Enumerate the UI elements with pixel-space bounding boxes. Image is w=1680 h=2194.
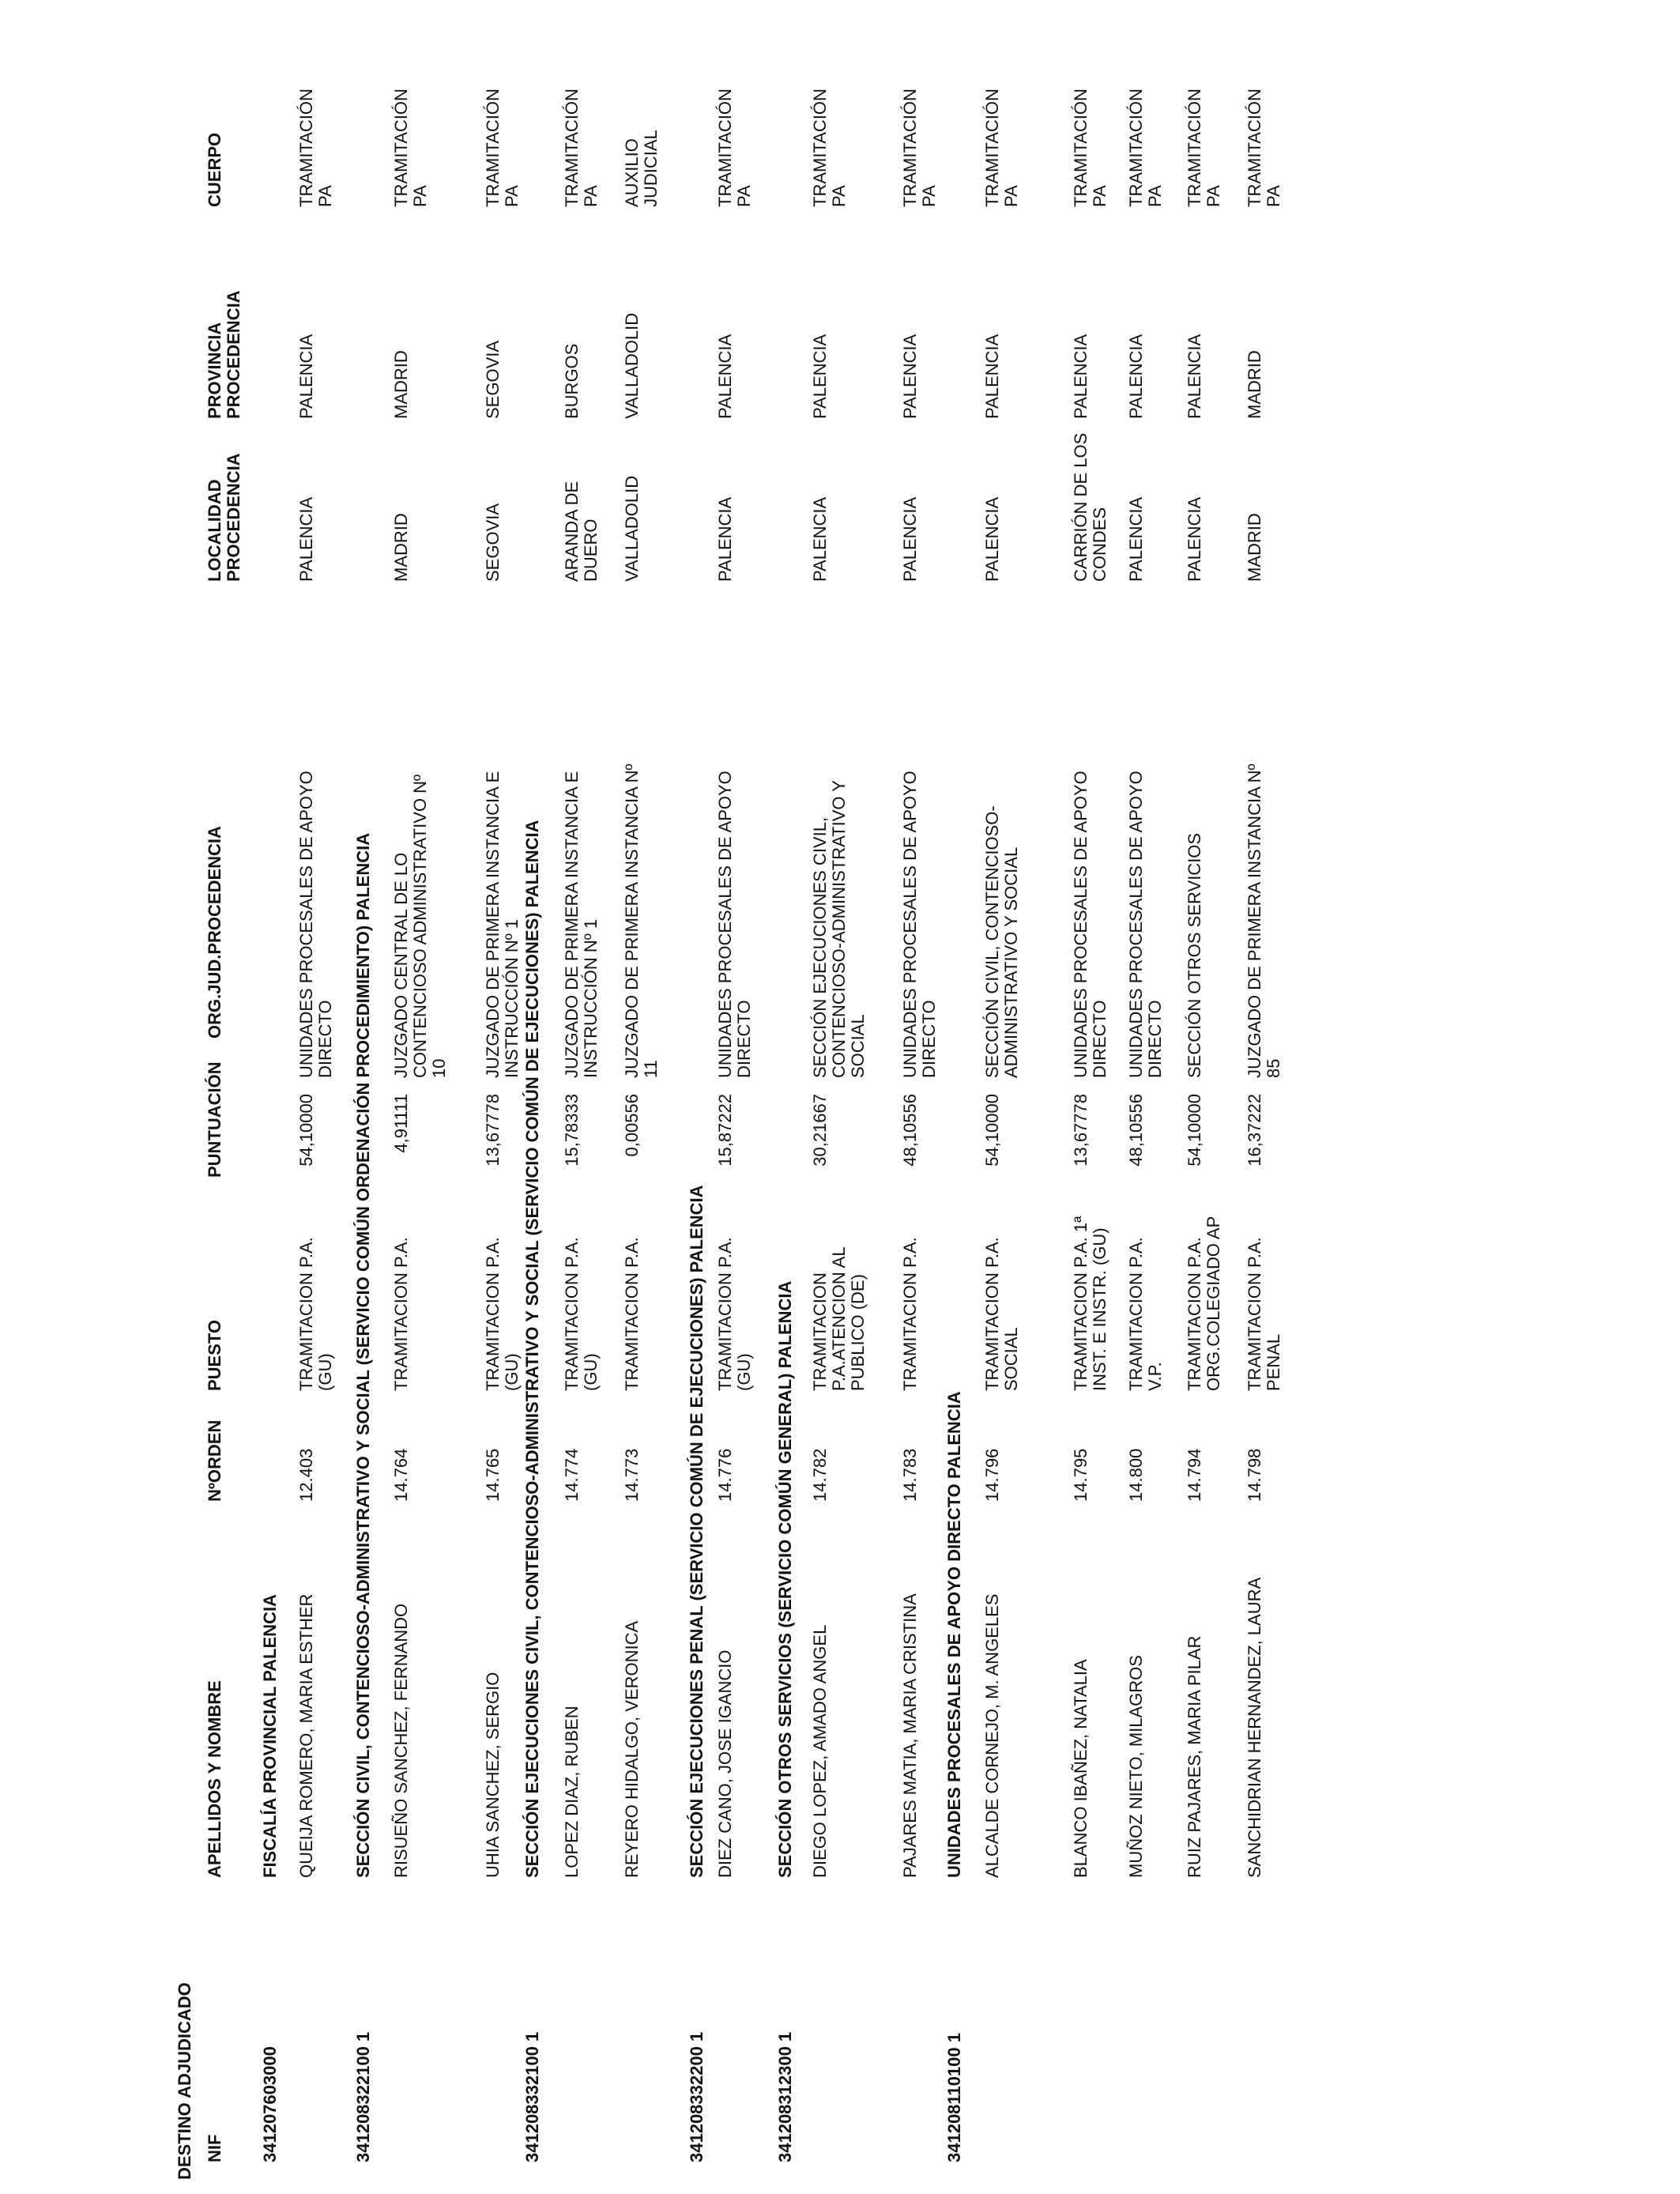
cell-org-jud-procedencia: UNIDADES PROCESALES DE APOYO DIRECTO — [1126, 771, 1165, 1078]
cell-org-jud-procedencia: UNIDADES PROCESALES DE APOYO DIRECTO — [715, 771, 754, 1078]
cell-org-jud-procedencia: SECCIÓN CIVIL, CONTENCIOSO-ADMINISTRATIVO Y SOCIAL — [982, 805, 1021, 1078]
cell-provincia-procedencia: PALENCIA — [715, 334, 735, 419]
header-numero-orden: NºORDEN — [205, 1419, 224, 1502]
group-destination-title: FISCALÍA PROVINCIAL PALENCIA — [260, 1594, 280, 1878]
group-nif-code: 341208332100 1 — [522, 2031, 542, 2162]
cell-provincia-procedencia: MADRID — [391, 350, 411, 419]
cell-numero-orden: 14.774 — [562, 1448, 582, 1502]
cell-localidad-procedencia: PALENCIA — [296, 496, 316, 582]
cell-org-jud-procedencia: SECCIÓN EJECUCIONES CIVIL, CONTENCIOSO-ADMINISTRATIVO Y SOCIAL — [810, 780, 868, 1078]
cell-org-jud-procedencia: UNIDADES PROCESALES DE APOYO DIRECTO — [1071, 771, 1109, 1078]
header-localidad-procedencia: LOCALIDAD PROCEDENCIA — [205, 453, 243, 582]
cell-apellidos-nombre: LOPEZ DIAZ, RUBEN — [562, 1706, 582, 1878]
cell-localidad-procedencia: PALENCIA — [900, 496, 920, 582]
cell-puesto: TRAMITACION P.A. — [622, 1237, 642, 1391]
document-title: DESTINO ADJUDICADO — [175, 1982, 194, 2180]
cell-numero-orden: 14.795 — [1071, 1448, 1090, 1502]
cell-provincia-procedencia: BURGOS — [562, 343, 582, 419]
cell-provincia-procedencia: SEGOVIA — [483, 340, 503, 419]
group-destination-title: SECCIÓN EJECUCIONES CIVIL, CONTENCIOSO-ADMINISTRATIVO Y SOCIAL (SERVICIO COMÚN DE EJECUCIONES) PALENCIA — [522, 820, 542, 1878]
cell-puesto: TRAMITACION P.A. (GU) — [715, 1237, 754, 1391]
header-org-jud-procedencia: ORG.JUD.PROCEDENCIA — [205, 826, 224, 1039]
header-provincia-procedencia: PROVINCIA PROCEDENCIA — [205, 290, 243, 419]
cell-provincia-procedencia: PALENCIA — [1071, 334, 1090, 419]
cell-apellidos-nombre: BLANCO IBAÑEZ, NATALIA — [1071, 1659, 1090, 1878]
cell-cuerpo: TRAMITACIÓN PA — [391, 89, 430, 207]
cell-apellidos-nombre: SANCHIDRIAN HERNANDEZ, LAURA — [1245, 1577, 1264, 1878]
cell-numero-orden: 14.798 — [1245, 1448, 1264, 1502]
cell-org-jud-procedencia: JUZGADO CENTRAL DE LO CONTENCIOSO ADMINISTRATIVO Nº 10 — [391, 774, 449, 1078]
cell-provincia-procedencia: PALENCIA — [296, 334, 316, 419]
cell-localidad-procedencia: ARANDA DE DUERO — [562, 481, 601, 582]
cell-apellidos-nombre: UHIA SANCHEZ, SERGIO — [483, 1672, 503, 1878]
header-cuerpo: CUERPO — [205, 132, 224, 207]
header-apellidos-nombre: APELLIDOS Y NOMBRE — [205, 1680, 224, 1878]
cell-numero-orden: 14.783 — [900, 1448, 920, 1502]
group-nif-code: 341207603000 — [260, 2046, 280, 2162]
cell-org-jud-procedencia: UNIDADES PROCESALES DE APOYO DIRECTO — [900, 771, 939, 1078]
cell-puesto: TRAMITACION P.A. ORG.COLEGIADO AP — [1185, 1216, 1223, 1391]
cell-cuerpo: TRAMITACIÓN PA — [296, 89, 335, 207]
cell-puntuacion: 30,21667 — [810, 1094, 830, 1167]
group-nif-code: 341208332200 1 — [687, 2031, 706, 2162]
group-nif-code: 341208312300 1 — [775, 2031, 795, 2162]
cell-provincia-procedencia: PALENCIA — [982, 334, 1002, 419]
cell-apellidos-nombre: QUEIJA ROMERO, MARIA ESTHER — [296, 1593, 316, 1878]
cell-puntuacion: 4,91111 — [391, 1094, 411, 1153]
cell-apellidos-nombre: PAJARES MATIA, MARIA CRISTINA — [900, 1593, 920, 1878]
cell-apellidos-nombre: RISUEÑO SANCHEZ, FERNANDO — [391, 1603, 411, 1878]
cell-puntuacion: 54,10000 — [982, 1094, 1002, 1167]
cell-localidad-procedencia: PALENCIA — [1126, 496, 1146, 582]
cell-apellidos-nombre: MUÑOZ NIETO, MILAGROS — [1126, 1655, 1146, 1878]
cell-provincia-procedencia: PALENCIA — [1185, 334, 1204, 419]
group-nif-code: 341208322100 1 — [353, 2031, 373, 2162]
cell-cuerpo: TRAMITACIÓN PA — [715, 89, 754, 207]
cell-cuerpo: TRAMITACIÓN PA — [900, 89, 939, 207]
cell-localidad-procedencia: VALLADOLID — [622, 475, 642, 582]
cell-apellidos-nombre: REYERO HIDALGO, VERONICA — [622, 1620, 642, 1878]
cell-cuerpo: TRAMITACIÓN PA — [1126, 89, 1165, 207]
cell-puesto: TRAMITACION P.A.ATENCION AL PUBLICO (DE) — [810, 1247, 868, 1391]
cell-cuerpo: TRAMITACIÓN PA — [1071, 89, 1109, 207]
cell-provincia-procedencia: PALENCIA — [810, 334, 830, 419]
cell-puesto: TRAMITACION P.A. (GU) — [562, 1237, 601, 1391]
cell-localidad-procedencia: MADRID — [391, 513, 411, 582]
cell-numero-orden: 14.776 — [715, 1448, 735, 1502]
cell-puntuacion: 16,37222 — [1245, 1094, 1264, 1167]
cell-cuerpo: TRAMITACIÓN PA — [982, 89, 1021, 207]
cell-cuerpo: TRAMITACIÓN PA — [1185, 89, 1223, 207]
cell-localidad-procedencia: MADRID — [1245, 513, 1264, 582]
cell-puesto: TRAMITACION P.A. — [900, 1237, 920, 1391]
cell-apellidos-nombre: DIEGO LOPEZ, AMADO ANGEL — [810, 1624, 830, 1878]
cell-puesto: TRAMITACION P.A. PENAL — [1245, 1237, 1283, 1391]
cell-localidad-procedencia: PALENCIA — [1185, 496, 1204, 582]
cell-numero-orden: 14.794 — [1185, 1448, 1204, 1502]
cell-apellidos-nombre: DIEZ CANO, JOSE IGANCIO — [715, 1649, 735, 1878]
cell-localidad-procedencia: PALENCIA — [715, 496, 735, 582]
cell-puntuacion: 0,00556 — [622, 1094, 642, 1157]
cell-localidad-procedencia: CARRIÓN DE LOS CONDES — [1071, 432, 1109, 582]
cell-localidad-procedencia: PALENCIA — [810, 496, 830, 582]
cell-puntuacion: 15,87222 — [715, 1094, 735, 1167]
cell-numero-orden: 14.765 — [483, 1448, 503, 1502]
cell-puesto: TRAMITACION P.A. — [391, 1237, 411, 1391]
header-puesto: PUESTO — [205, 1319, 224, 1391]
group-destination-title: SECCIÓN OTROS SERVICIOS (SERVICIO COMÚN GENERAL) PALENCIA — [775, 1280, 795, 1878]
cell-apellidos-nombre: ALCALDE CORNEJO, M. ANGELES — [982, 1593, 1002, 1878]
cell-puntuacion: 13,67778 — [483, 1094, 503, 1167]
cell-org-jud-procedencia: JUZGADO DE PRIMERA INSTANCIA Nº 11 — [622, 763, 661, 1078]
cell-puesto: TRAMITACION P.A. 1ª INST. E INSTR. (GU) — [1071, 1216, 1109, 1391]
cell-numero-orden: 14.796 — [982, 1448, 1002, 1502]
cell-puntuacion: 54,10000 — [1185, 1094, 1204, 1167]
cell-puntuacion: 13,67778 — [1071, 1094, 1090, 1167]
cell-org-jud-procedencia: SECCIÓN OTROS SERVICIOS — [1185, 832, 1204, 1078]
cell-numero-orden: 14.773 — [622, 1448, 642, 1502]
cell-puesto: TRAMITACION P.A. V.P. — [1126, 1237, 1165, 1391]
header-nif: NIF — [205, 2134, 224, 2162]
cell-puesto: TRAMITACION P.A. (GU) — [296, 1237, 335, 1391]
cell-puntuacion: 54,10000 — [296, 1094, 316, 1167]
group-destination-title: UNIDADES PROCESALES DE APOYO DIRECTO PALENCIA — [944, 1391, 964, 1878]
cell-apellidos-nombre: RUIZ PAJARES, MARIA PILAR — [1185, 1635, 1204, 1878]
cell-cuerpo: TRAMITACIÓN PA — [810, 89, 849, 207]
cell-cuerpo: TRAMITACIÓN PA — [562, 89, 601, 207]
cell-numero-orden: 14.800 — [1126, 1448, 1146, 1502]
cell-numero-orden: 14.782 — [810, 1448, 830, 1502]
cell-org-jud-procedencia: JUZGADO DE PRIMERA INSTANCIA E INSTRUCCIÓN Nº 1 — [483, 771, 522, 1078]
cell-cuerpo: TRAMITACIÓN PA — [1245, 89, 1283, 207]
group-destination-title: SECCIÓN EJECUCIONES PENAL (SERVICIO COMÚN DE EJECUCIONES) PALENCIA — [687, 1185, 706, 1878]
group-nif-code: 341208110100 1 — [944, 2033, 964, 2162]
cell-cuerpo: TRAMITACIÓN PA — [483, 89, 522, 207]
cell-numero-orden: 14.764 — [391, 1448, 411, 1502]
cell-provincia-procedencia: PALENCIA — [1126, 334, 1146, 419]
cell-localidad-procedencia: SEGOVIA — [483, 503, 503, 582]
cell-puntuacion: 48,10556 — [900, 1094, 920, 1167]
cell-puntuacion: 48,10556 — [1126, 1094, 1146, 1167]
cell-org-jud-procedencia: UNIDADES PROCESALES DE APOYO DIRECTO — [296, 771, 335, 1078]
header-puntuacion: PUNTUACIÓN — [205, 1061, 224, 1178]
cell-provincia-procedencia: VALLADOLID — [622, 312, 642, 419]
cell-org-jud-procedencia: JUZGADO DE PRIMERA INSTANCIA Nº 85 — [1245, 763, 1283, 1078]
group-destination-title: SECCIÓN CIVIL, CONTENCIOSO-ADMINISTRATIVO Y SOCIAL (SERVICIO COMÚN ORDENACIÓN PROCEDIMIENTO) PALENCIA — [353, 832, 373, 1878]
cell-numero-orden: 12.403 — [296, 1448, 316, 1502]
cell-cuerpo: AUXILIO JUDICIAL — [622, 130, 661, 207]
cell-provincia-procedencia: MADRID — [1245, 350, 1264, 419]
cell-puntuacion: 15,78333 — [562, 1094, 582, 1167]
cell-provincia-procedencia: PALENCIA — [900, 334, 920, 419]
cell-localidad-procedencia: PALENCIA — [982, 496, 1002, 582]
cell-puesto: TRAMITACION P.A. (GU) — [483, 1237, 522, 1391]
cell-org-jud-procedencia: JUZGADO DE PRIMERA INSTANCIA E INSTRUCCIÓN Nº 1 — [562, 771, 601, 1078]
cell-puesto: TRAMITACION P.A. SOCIAL — [982, 1237, 1021, 1391]
